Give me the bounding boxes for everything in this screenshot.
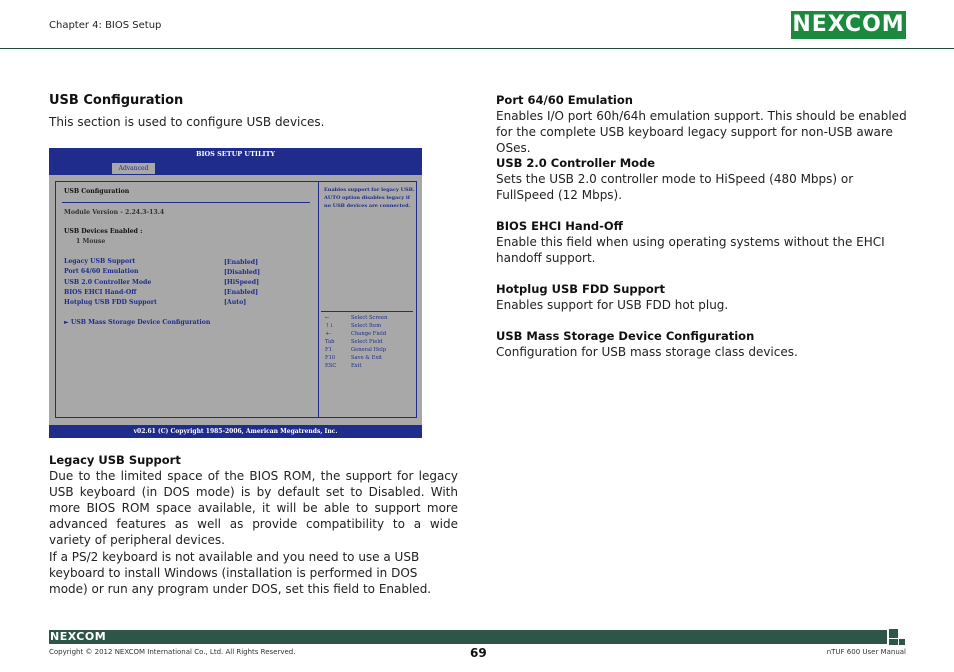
bios-value-ehci-handoff[interactable]: [Enabled] — [224, 289, 259, 296]
port-emulation-text: Enables I/O port 60h/64h emulation support. This should be enabled for the complete USB keyboard legacy support for non-USB aware OSes. — [496, 109, 907, 155]
bios-tab-bar — [49, 161, 422, 175]
header-divider — [0, 48, 954, 49]
footer-bar — [49, 630, 887, 644]
bios-submenu-mass-storage[interactable]: ► USB Mass Storage Device Configuration — [64, 319, 211, 326]
bios-item-port-emulation[interactable]: Port 64/60 Emulation — [64, 268, 139, 275]
bios-value-port-emulation[interactable]: [Disabled] — [224, 269, 261, 276]
usb-config-intro: This section is used to configure USB devices. — [49, 115, 325, 129]
usb2-mode-title: USB 2.0 Controller Mode — [496, 156, 656, 170]
bios-key-desc: Change Field — [351, 331, 387, 337]
legacy-usb-paragraph-1: Due to the limited space of the BIOS ROM, the support for legacy USB keyboard (in DOS mode) is by default set to Disabled. With more BIOS ROM space available, it will be able to support more advanced features as well as provide compatibility to a wide variety of peripheral devices. — [49, 469, 458, 547]
page-number: 69 — [470, 646, 487, 660]
bios-key: Tab — [325, 339, 335, 345]
bios-column-divider — [318, 181, 319, 418]
bios-key-desc: Exit — [351, 363, 362, 369]
bios-title-separator — [62, 202, 310, 203]
hotplug-fdd-text: Enables support for USB FDD hot plug. — [496, 298, 729, 312]
bios-help-separator — [321, 311, 413, 312]
usb-config-title: USB Configuration — [49, 93, 184, 108]
bios-value-hotplug-fdd[interactable]: [Auto] — [224, 299, 247, 306]
bios-item-hotplug-fdd[interactable]: Hotplug USB FDD Support — [64, 299, 157, 306]
bios-key-desc: Select Item — [351, 323, 382, 329]
bios-key-desc: Save & Exit — [351, 355, 383, 361]
bios-item-legacy-usb[interactable]: Legacy USB Support — [64, 258, 136, 265]
nexcom-logo — [791, 11, 906, 39]
bios-key-desc: Select Screen — [351, 315, 388, 321]
hotplug-fdd-title: Hotplug USB FDD Support — [496, 282, 665, 296]
bios-key: ↑↓ — [325, 323, 334, 329]
bios-title-bar: BIOS SETUP UTILITY — [49, 148, 422, 161]
bios-key: ESC — [325, 363, 337, 369]
bios-key-desc: Select Field — [351, 339, 383, 345]
bios-tab-advanced[interactable]: Advanced — [112, 163, 155, 174]
logo-text: NEXCOM — [792, 12, 905, 37]
legacy-usb-paragraph-2: If a PS/2 keyboard is not available and you need to use a USB keyboard to install Windows (installation is performed in DOS mode) or run any program under DOS, set this field to Enabled. — [49, 550, 432, 596]
footer-squares-icon — [889, 629, 905, 645]
bios-item-ehci-handoff[interactable]: BIOS EHCI Hand-Off — [64, 289, 137, 296]
ehci-handoff-text: Enable this field when using operating systems without the EHCI handoff support. — [496, 235, 885, 265]
legacy-usb-title: Legacy USB Support — [49, 453, 181, 467]
bios-screenshot — [49, 148, 422, 438]
mass-storage-title: USB Mass Storage Device Configuration — [496, 329, 755, 343]
bios-value-usb2-mode[interactable]: [HiSpeed] — [224, 279, 260, 286]
chapter-label: Chapter 4: BIOS Setup — [49, 20, 162, 31]
ehci-handoff-title: BIOS EHCI Hand-Off — [496, 219, 623, 233]
port-emulation-title: Port 64/60 Emulation — [496, 93, 633, 107]
bios-help-text: Enables support for legacy USB. AUTO option disables legacy if no USB devices are connected. — [324, 187, 415, 209]
mass-storage-text: Configuration for USB mass storage class devices. — [496, 345, 798, 359]
bios-key-desc: General Help — [351, 347, 387, 353]
bios-module-version: Module Version - 2.24.3-13.4 — [64, 209, 165, 216]
bios-value-legacy-usb[interactable]: [Enabled] — [224, 259, 259, 266]
bios-section-title: USB Configuration — [64, 188, 130, 195]
bios-key: F10 — [325, 355, 336, 361]
bios-devices-label: USB Devices Enabled : — [64, 228, 143, 235]
bios-key: F1 — [325, 347, 332, 353]
footer-logo: NEXCOM — [50, 630, 107, 643]
bios-key: ← — [325, 315, 330, 321]
footer-copyright: Copyright © 2012 NEXCOM International Co., Ltd. All Rights Reserved. — [49, 648, 296, 656]
bios-devices-value: 1 Mouse — [76, 238, 106, 245]
usb2-mode-text: Sets the USB 2.0 controller mode to HiSpeed (480 Mbps) or FullSpeed (12 Mbps). — [496, 172, 854, 202]
bios-item-usb2-mode[interactable]: USB 2.0 Controller Mode — [64, 279, 152, 286]
bios-key: +- — [325, 331, 332, 337]
manual-name: nTUF 600 User Manual — [826, 648, 906, 656]
bios-copyright-bar: v02.61 (C) Copyright 1985-2006, American Megatrends, Inc. — [49, 425, 422, 438]
